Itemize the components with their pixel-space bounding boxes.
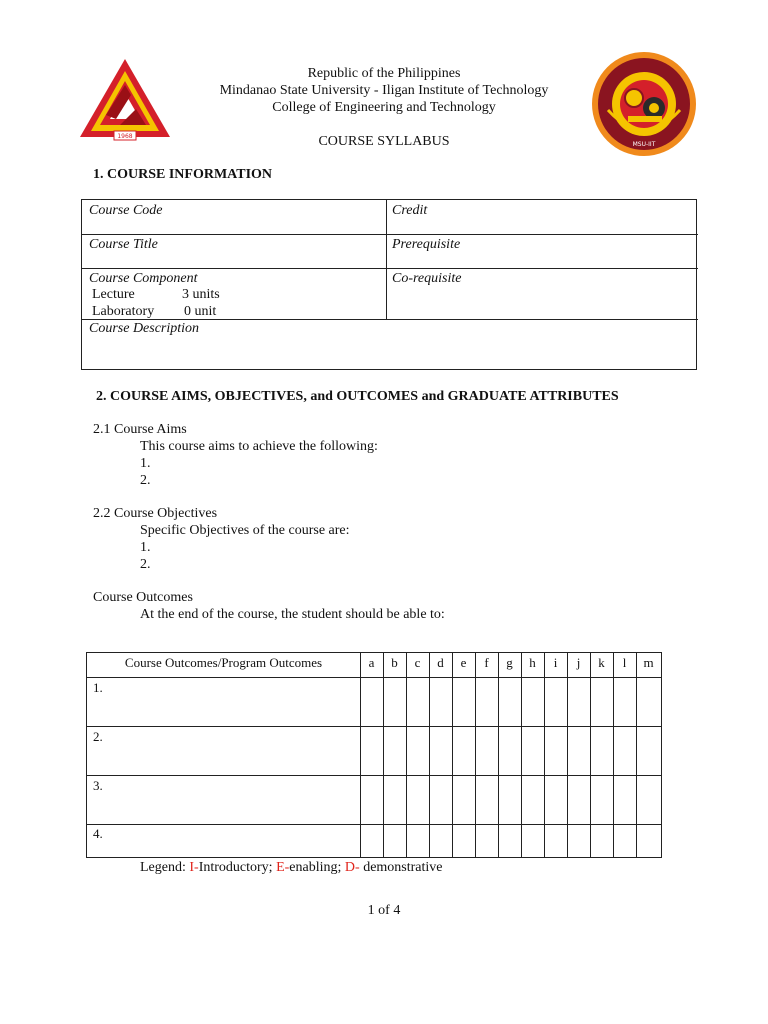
legend-e-text: enabling; bbox=[289, 860, 345, 875]
outcomes-intro: At the end of the course, the student should be able to: bbox=[140, 607, 445, 622]
lecture-label: Lecture bbox=[92, 287, 135, 302]
legend-i-text: Introductory; bbox=[198, 860, 277, 875]
course-component-label: Course Component bbox=[89, 271, 198, 286]
credit-label: Credit bbox=[392, 203, 428, 218]
program-outcome-column-header: a bbox=[368, 655, 375, 670]
aims-intro: This course aims to achieve the following: bbox=[140, 439, 378, 454]
program-outcome-column-header: h bbox=[529, 655, 536, 670]
program-outcome-column-header: j bbox=[576, 655, 581, 670]
aims-item: 2. bbox=[140, 473, 151, 488]
lecture-units: 3 units bbox=[182, 287, 220, 302]
course-description-label: Course Description bbox=[89, 321, 200, 336]
course-title-label: Course Title bbox=[89, 237, 158, 252]
legend-d-letter: D- bbox=[344, 860, 360, 875]
outcomes-heading: Course Outcomes bbox=[93, 590, 193, 605]
legend-d-text: demonstrative bbox=[359, 860, 443, 875]
program-outcome-column-header: e bbox=[460, 655, 467, 670]
header-republic: Republic of the Philippines bbox=[307, 66, 461, 81]
objectives-item: 2. bbox=[140, 557, 151, 572]
corequisite-label: Co-requisite bbox=[392, 271, 462, 286]
outcome-row-label: 1. bbox=[93, 680, 103, 695]
program-outcome-column-header: m bbox=[643, 655, 654, 670]
outcome-row-label: 4. bbox=[93, 826, 103, 841]
document-title: COURSE SYLLABUS bbox=[318, 134, 450, 149]
legend-i-letter: I- bbox=[189, 860, 199, 875]
prerequisite-label: Prerequisite bbox=[392, 237, 461, 252]
objectives-item: 1. bbox=[140, 540, 151, 555]
header-college: College of Engineering and Technology bbox=[272, 100, 496, 115]
objectives-heading: 2.2 Course Objectives bbox=[93, 506, 218, 521]
objectives-intro: Specific Objectives of the course are: bbox=[140, 523, 350, 538]
page-number: 1 of 4 bbox=[367, 903, 401, 918]
laboratory-label: Laboratory bbox=[92, 304, 155, 319]
aims-item: 1. bbox=[140, 456, 151, 471]
outcome-row-label: 2. bbox=[93, 729, 103, 744]
program-outcome-column-header: g bbox=[506, 655, 513, 670]
header-university: Mindanao State University - Iligan Institute of Technology bbox=[219, 83, 549, 98]
aims-heading: 2.1 Course Aims bbox=[93, 422, 187, 437]
section-1-heading: 1. COURSE INFORMATION bbox=[93, 167, 273, 182]
outcomes-header-label: Course Outcomes/Program Outcomes bbox=[124, 655, 323, 670]
legend-prefix: Legend: bbox=[140, 860, 190, 875]
section-2-heading: 2. COURSE AIMS, OBJECTIVES, and OUTCOMES and GRADUATE ATTRIBUTES bbox=[96, 389, 619, 404]
program-outcome-column-header: k bbox=[598, 655, 605, 670]
logo-year: 1968 bbox=[117, 133, 133, 140]
program-outcome-column-header: c bbox=[414, 655, 421, 670]
legend-e-letter: E- bbox=[276, 860, 290, 875]
program-outcome-column-header: f bbox=[484, 655, 489, 670]
laboratory-units: 0 unit bbox=[184, 304, 217, 319]
course-information-table bbox=[81, 199, 697, 370]
program-outcome-column-header: b bbox=[391, 655, 398, 670]
logo-bottom-text: MSU-IIT bbox=[632, 141, 656, 148]
outcome-row-label: 3. bbox=[93, 778, 103, 793]
program-outcome-column-header: d bbox=[437, 655, 444, 670]
course-outcomes-table bbox=[86, 652, 662, 858]
program-outcome-column-header: i bbox=[553, 655, 558, 670]
program-outcome-column-header: l bbox=[622, 655, 627, 670]
legend bbox=[140, 859, 443, 876]
course-code-label: Course Code bbox=[89, 203, 163, 218]
